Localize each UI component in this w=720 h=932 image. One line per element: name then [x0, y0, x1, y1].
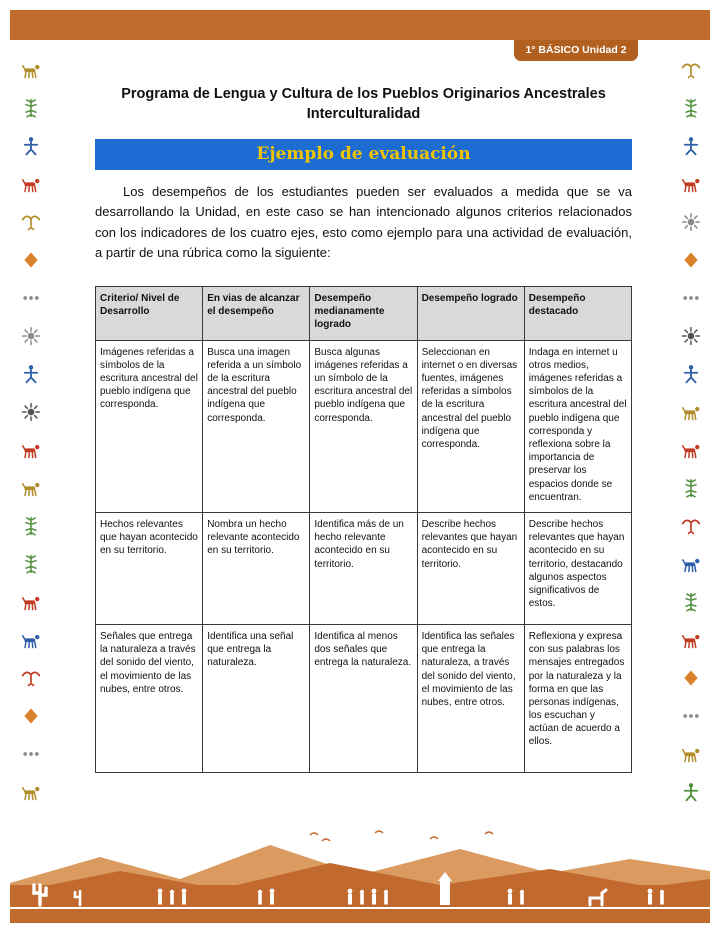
table-cell: Reflexiona y expresa con sus palabras los mensajes entregados por la naturaleza y la forma en que las personas indígenas, los escuchan y actúan de acuerdo a ellos.	[524, 624, 631, 772]
person-icon	[681, 364, 701, 384]
table-cell: Describe hechos relevantes que hayan acontecido en su territorio, destacando algunos aspectos significativos de estos.	[524, 512, 631, 624]
program-title: Programa de Lengua y Cultura de los Pueblos Originarios Ancestrales	[121, 86, 606, 102]
person-icon	[21, 364, 41, 384]
scorpion-icon	[21, 60, 41, 80]
table-cell: Hechos relevantes que hayan acontecido en su territorio.	[96, 512, 203, 624]
table-header-cell: Desempeño destacado	[524, 286, 631, 340]
dog-icon	[681, 744, 701, 764]
frog-icon	[681, 592, 701, 612]
dots-icon	[681, 706, 701, 726]
bird-icon	[21, 212, 41, 232]
diamond-icon	[21, 250, 41, 270]
star-icon	[21, 402, 41, 422]
table-cell: Identifica una señal que entrega la naturaleza.	[203, 624, 310, 772]
llama-icon	[21, 630, 41, 650]
footer-landscape-illustration	[10, 827, 710, 907]
left-decorative-icon-column	[18, 60, 44, 802]
table-row	[96, 340, 632, 512]
lizard-icon	[21, 516, 41, 536]
fox-icon	[681, 630, 701, 650]
lizard-icon	[681, 478, 701, 498]
table-header-cell: Desempeño medianamente logrado	[310, 286, 417, 340]
table-cell: Imágenes referidas a símbolos de la escritura ancestral del pueblo indígena que corresponda.	[96, 340, 203, 512]
fox-icon	[681, 174, 701, 194]
table-cell: Identifica las señales que entrega la naturaleza, a través del sonido del viento, el movimiento de las nubes, entre otros.	[417, 624, 524, 772]
person-icon	[681, 136, 701, 156]
fox-icon	[21, 440, 41, 460]
table-cell: Busca una imagen referida a un símbolo de la escritura ancestral del pueblo indígena que corresponda.	[203, 340, 310, 512]
dots-icon	[21, 744, 41, 764]
table-header-cell: Criterio/ Nivel de Desarrollo	[96, 286, 203, 340]
table-cell: Identifica al menos dos señales que entrega la naturaleza.	[310, 624, 417, 772]
table-cell: Describe hechos relevantes que hayan acontecido en su territorio.	[417, 512, 524, 624]
fox-icon	[21, 174, 41, 194]
table-header-cell: Desempeño logrado	[417, 286, 524, 340]
intro-paragraph: Los desempeños de los estudiantes pueden ser evaluados a medida que se va desarrollando la Unidad, en este caso se han intencionado algunos criterios relacionados con los indicadores de los cuatro ejes, esto como ejemplo para una actividad de evaluación, a partir de una rúbrica como la siguiente:	[95, 183, 632, 261]
program-subtitle: Interculturalidad	[306, 106, 421, 123]
person-icon	[21, 136, 41, 156]
condor-icon	[21, 668, 41, 688]
dog-icon	[21, 478, 41, 498]
lizard-icon	[681, 98, 701, 118]
table-row	[96, 624, 632, 772]
table-cell: Busca algunas imágenes referidas a un símbolo de la escritura ancestral del pueblo indígena que corresponda.	[310, 340, 417, 512]
fox-icon	[21, 592, 41, 612]
table-header-cell: En vias de alcanzar el desempeño	[203, 286, 310, 340]
fox-icon	[681, 440, 701, 460]
condor-icon	[681, 516, 701, 536]
table-header-row	[96, 286, 632, 340]
llama-icon	[681, 554, 701, 574]
table-row	[96, 512, 632, 624]
person-icon	[681, 782, 701, 802]
dots-icon	[681, 288, 701, 308]
table-cell: Señales que entrega la naturaleza a través del sonido del viento, el movimiento de las nubes, entre otros.	[96, 624, 203, 772]
rubric-table	[95, 286, 632, 773]
section-banner	[95, 139, 632, 170]
table-cell: Indaga en internet u otros medios, imágenes referidas a símbolos de la escritura ancestral del pueblo indígena que corresponda y reflexiona sobre la importancia de preservar los espacios donde se encuentran.	[524, 340, 631, 512]
dog-icon	[21, 782, 41, 802]
table-cell: Identifica más de un hecho relevante acontecido en su territorio.	[310, 512, 417, 624]
frog-icon	[21, 554, 41, 574]
document-content	[95, 84, 632, 773]
birds-silhouette	[310, 831, 493, 841]
top-accent-bar	[10, 10, 710, 40]
diamond-icon	[21, 706, 41, 726]
star-icon	[681, 326, 701, 346]
section-title: Ejemplo de evaluación	[256, 144, 471, 165]
diamond-icon	[681, 668, 701, 688]
lizard-icon	[21, 98, 41, 118]
sun-icon	[681, 212, 701, 232]
bird-icon	[681, 60, 701, 80]
foreground-band	[10, 885, 710, 907]
unit-badge: 1° BÁSICO Unidad 2	[514, 40, 638, 61]
table-cell: Seleccionan en internet o en diversas fuentes, imágenes referidas a símbolos de la escritura ancestral del pueblo indígena que corresponda.	[417, 340, 524, 512]
dots-icon	[21, 288, 41, 308]
bottom-accent-bar	[10, 909, 710, 923]
sun-icon	[21, 326, 41, 346]
right-decorative-icon-column	[678, 60, 704, 802]
dog-icon	[681, 402, 701, 422]
table-cell: Nombra un hecho relevante acontecido en su territorio.	[203, 512, 310, 624]
diamond-icon	[681, 250, 701, 270]
